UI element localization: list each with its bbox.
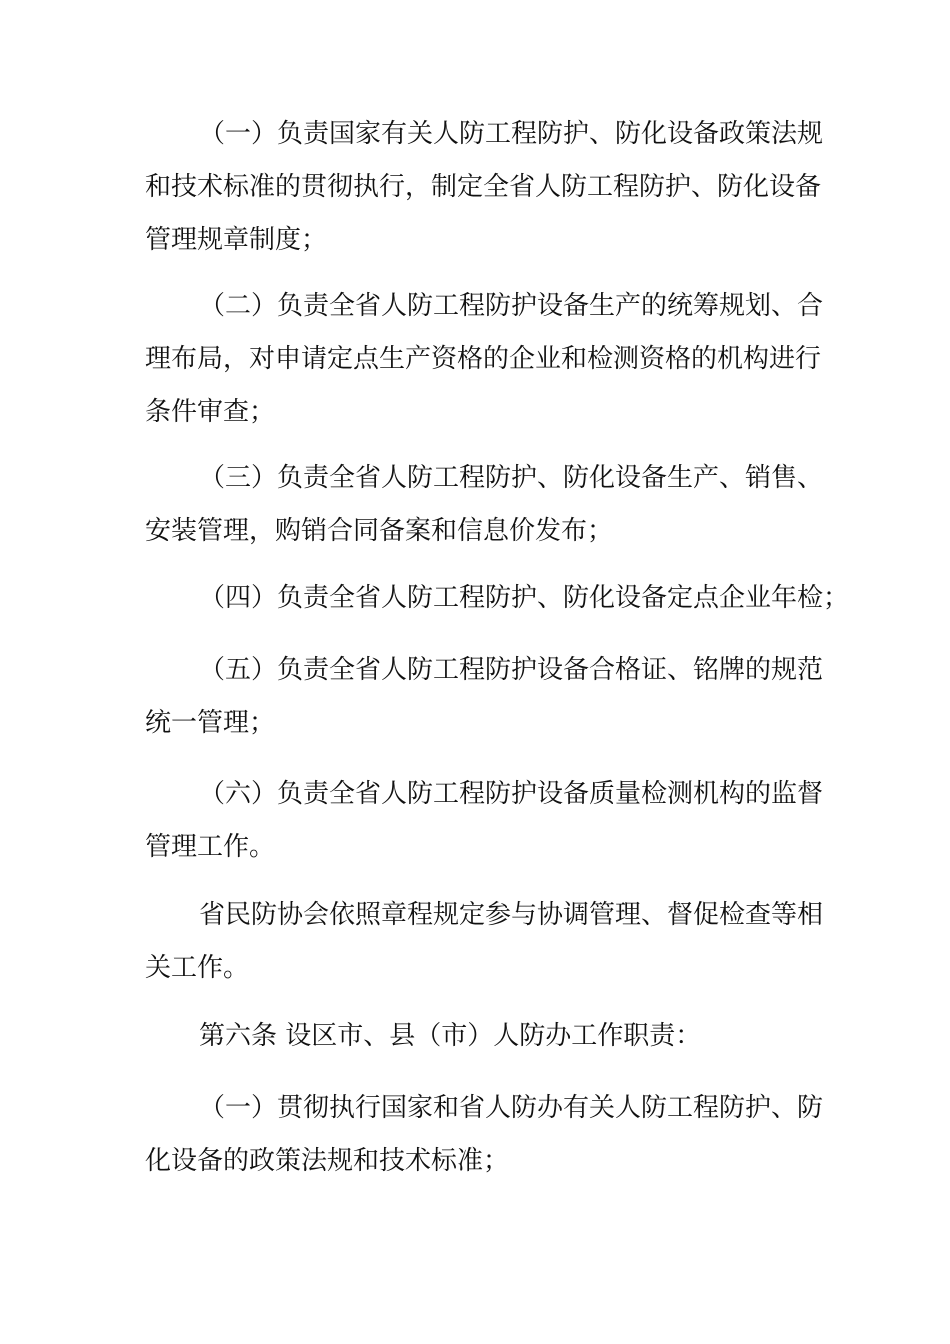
paragraph-line: （六）负责全省人防工程防护设备质量检测机构的监督 <box>199 779 824 809</box>
paragraph-city-duty-1 <box>145 1082 824 1188</box>
paragraph-duty-6 <box>145 768 824 874</box>
paragraph-line: 条件审查； <box>145 397 276 427</box>
paragraph-line: 和技术标准的贯彻执行，制定全省人防工程防护、防化设备 <box>145 172 822 202</box>
paragraph-line: 第六条 设区市、县（市）人防办工作职责： <box>199 1021 702 1051</box>
paragraph-duty-5 <box>145 644 824 750</box>
paragraph-association <box>145 889 824 995</box>
paragraph-line: （三）负责全省人防工程防护、防化设备生产、销售、 <box>199 463 824 493</box>
paragraph-line: 管理工作。 <box>145 832 276 862</box>
paragraph-line: 省民防协会依照章程规定参与协调管理、督促检查等相 <box>199 900 824 930</box>
paragraph-duty-2 <box>145 280 824 439</box>
paragraph-line: 理布局，对申请定点生产资格的企业和检测资格的机构进行 <box>145 344 822 374</box>
paragraph-line: 统一管理； <box>145 708 276 738</box>
paragraph-line: （二）负责全省人防工程防护设备生产的统筹规划、合 <box>199 291 824 321</box>
paragraph-line: （一）负责国家有关人防工程防护、防化设备政策法规 <box>199 119 824 149</box>
paragraph-line: 化设备的政策法规和技术标准； <box>145 1146 510 1176</box>
article-six-heading <box>145 1010 815 1063</box>
paragraph-line: （一）贯彻执行国家和省人防办有关人防工程防护、防 <box>199 1093 824 1123</box>
paragraph-duty-1 <box>145 108 824 267</box>
paragraph-duty-4 <box>145 572 850 625</box>
paragraph-line: 关工作。 <box>145 953 250 983</box>
paragraph-line: 管理规章制度； <box>145 225 328 255</box>
paragraph-line: （四）负责全省人防工程防护、防化设备定点企业年检； <box>199 583 850 613</box>
paragraph-line: 安装管理，购销合同备案和信息价发布； <box>145 516 614 546</box>
paragraph-line: （五）负责全省人防工程防护设备合格证、铭牌的规范 <box>199 655 824 685</box>
paragraph-duty-3 <box>145 452 824 558</box>
